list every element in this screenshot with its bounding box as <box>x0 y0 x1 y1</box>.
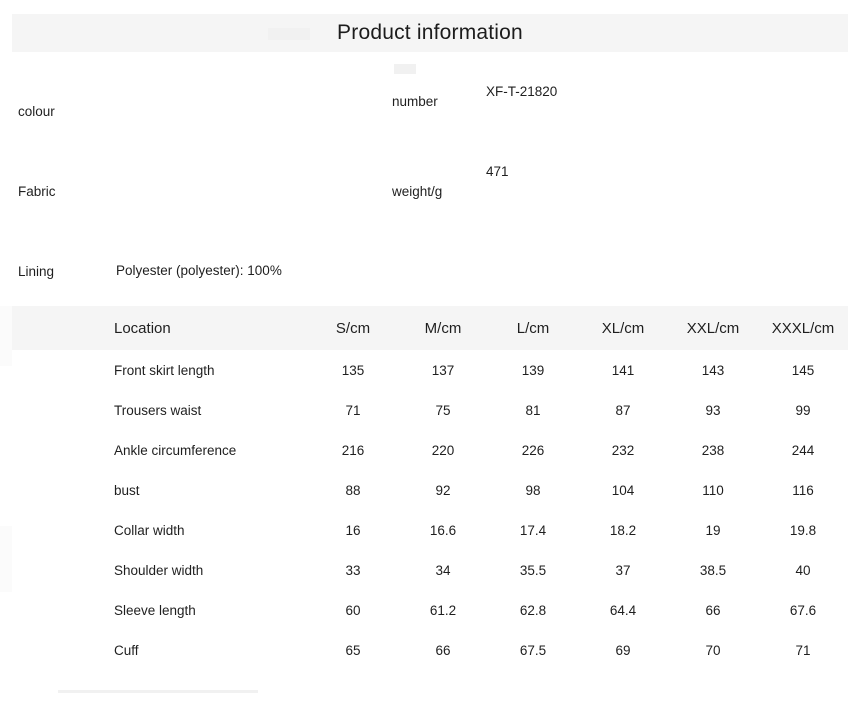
cell-value: 34 <box>435 562 451 578</box>
cell-value: 75 <box>435 402 451 418</box>
table-row <box>12 390 848 430</box>
table-row <box>12 630 848 670</box>
cell-value: 220 <box>431 442 455 458</box>
cell-value: 65 <box>345 642 361 658</box>
cell-value: 71 <box>345 402 361 418</box>
cell-value: 67.6 <box>789 602 817 618</box>
column-header-location: Location <box>12 306 308 350</box>
cell-value: 38.5 <box>699 562 727 578</box>
row-label: Cuff <box>114 642 139 658</box>
scan-artifact <box>0 526 12 592</box>
column-header-s: S/cm <box>308 306 398 350</box>
cell-value: 61.2 <box>429 602 457 618</box>
cell-value: 62.8 <box>519 602 547 618</box>
cell-value: 141 <box>611 362 635 378</box>
cell-value: 19.8 <box>789 522 817 538</box>
cell-value: 69 <box>615 642 631 658</box>
cell-value: 93 <box>705 402 721 418</box>
spec-label-weight: weight/g <box>392 184 443 199</box>
cell-value: 244 <box>791 442 815 458</box>
column-header-m: M/cm <box>398 306 488 350</box>
cell-value: 37 <box>615 562 631 578</box>
cell-value: 135 <box>341 362 365 378</box>
table-row <box>12 590 848 630</box>
spec-value-lining: Polyester (polyester): 100% <box>116 263 282 278</box>
table-row <box>12 350 848 390</box>
cell-value: 145 <box>791 362 815 378</box>
cell-value: 70 <box>705 642 721 658</box>
row-label: Sleeve length <box>114 602 196 618</box>
cell-value: 226 <box>521 442 545 458</box>
cell-value: 33 <box>345 562 361 578</box>
cell-value: 66 <box>435 642 451 658</box>
row-label: Ankle circumference <box>114 442 237 458</box>
size-chart-table <box>12 306 848 670</box>
spec-value-number: XF-T-21820 <box>486 84 558 99</box>
cell-value: 238 <box>701 442 725 458</box>
column-header-xxl: XXL/cm <box>668 306 758 350</box>
title-banner <box>12 14 848 52</box>
cell-value: 71 <box>795 642 811 658</box>
cell-value: 17.4 <box>519 522 547 538</box>
row-label: Shoulder width <box>114 562 204 578</box>
spec-label-lining: Lining <box>18 264 55 279</box>
row-label: Trousers waist <box>114 402 202 418</box>
cell-value: 116 <box>792 482 814 498</box>
table-row <box>12 550 848 590</box>
table-row <box>12 470 848 510</box>
spec-label-fabric: Fabric <box>18 184 56 199</box>
cell-value: 88 <box>345 482 361 498</box>
column-header-xxxl: XXXL/cm <box>758 306 848 350</box>
cell-value: 18.2 <box>609 522 637 538</box>
row-label: bust <box>114 482 140 498</box>
cell-value: 16.6 <box>429 522 457 538</box>
cell-value: 16 <box>345 522 361 538</box>
cell-value: 99 <box>795 402 811 418</box>
scan-artifact <box>268 28 310 40</box>
cell-value: 40 <box>795 562 811 578</box>
scan-artifact <box>394 64 416 74</box>
spec-value-weight: 471 <box>486 164 509 179</box>
cell-value: 104 <box>611 482 635 498</box>
page-title: Product information <box>337 21 523 44</box>
cell-value: 98 <box>525 482 541 498</box>
cell-value: 110 <box>702 482 724 498</box>
cell-value: 66 <box>705 602 721 618</box>
cell-value: 87 <box>615 402 631 418</box>
cell-value: 216 <box>341 442 365 458</box>
scan-artifact <box>0 306 12 366</box>
table-row <box>12 510 848 550</box>
table-header-row <box>12 306 848 350</box>
cell-value: 64.4 <box>609 602 637 618</box>
column-header-xl: XL/cm <box>578 306 668 350</box>
scan-artifact <box>58 690 258 693</box>
cell-value: 143 <box>701 362 725 378</box>
spec-label-number: number <box>392 94 438 109</box>
cell-value: 35.5 <box>519 562 547 578</box>
column-header-l: L/cm <box>488 306 578 350</box>
cell-value: 137 <box>431 362 455 378</box>
cell-value: 92 <box>435 482 451 498</box>
row-label: Front skirt length <box>114 362 215 378</box>
row-label: Collar width <box>114 522 185 538</box>
cell-value: 139 <box>521 362 545 378</box>
cell-value: 232 <box>611 442 635 458</box>
cell-value: 19 <box>705 522 721 538</box>
cell-value: 60 <box>345 602 361 618</box>
spec-label-colour: colour <box>18 104 55 119</box>
cell-value: 81 <box>525 402 541 418</box>
cell-value: 67.5 <box>519 642 547 658</box>
table-row <box>12 430 848 470</box>
